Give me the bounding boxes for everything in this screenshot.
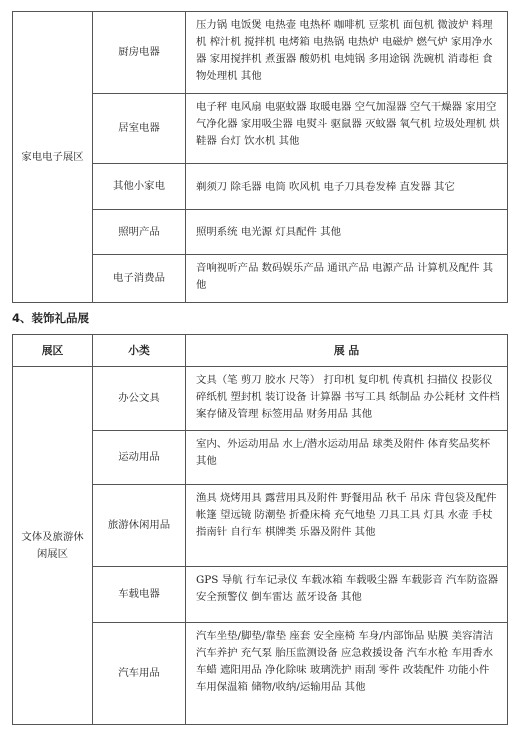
subcategory-cell: 办公文具 (93, 367, 186, 431)
subcategory-cell: 旅游休闲用品 (93, 485, 186, 567)
section-heading: 4、装饰礼品展 (12, 311, 90, 325)
items-cell: 室内、外运动用品 水上/潜水运动用品 球类及附件 体育奖品奖杯 其他 (186, 431, 508, 485)
header-row (13, 335, 508, 367)
table-row (13, 12, 508, 94)
subcategory-cell: 照明产品 (93, 210, 186, 255)
items-cell: 汽车坐垫/脚垫/靠垫 座套 安全座椅 车身/内部饰品 贴膜 美容清洁 汽车养护 充气泵 胎压监测设备 应急救援设备 汽车水枪 车用香水 车蜡 遮阳用品 净化除味 玻璃洗护 雨刮 零件 改装配件 功能小件 车用保温箱 储物/收纳/运输用品 其他 (186, 623, 508, 725)
subcategory-cell: 车载电器 (93, 567, 186, 623)
subcategory-cell: 运动用品 (93, 431, 186, 485)
items-cell: 渔具 烧烤用具 露营用具及附件 野餐用品 秋千 吊床 背包袋及配件 帐篷 望远镜 防潮垫 折叠床椅 充气地垫 刀具工具 灯具 水壶 手杖 指南针 自行车 棋牌类 乐器及附件 其他 (186, 485, 508, 567)
header-sub: 小类 (93, 335, 186, 367)
subcategory-cell: 其他小家电 (93, 164, 186, 210)
items-cell: GPS 导航 行车记录仪 车载冰箱 车载吸尘器 车载影音 汽车防盗器 安全预警仪 倒车雷达 蓝牙设备 其他 (186, 567, 508, 623)
header-area: 展区 (13, 335, 93, 367)
items-cell: 压力锅 电饭煲 电热壶 电热杯 咖啡机 豆浆机 面包机 微波炉 料理机 榨汁机 搅拌机 电烤箱 电热锅 电热炉 电磁炉 燃气炉 家用净水器 家用搅拌机 煮蛋器 酸奶机 电炖锅 多用途锅 洗碗机 消毒柜 食物处理机 其他 (186, 12, 508, 94)
items-cell: 剃须刀 除毛器 电筒 吹风机 电子刀具卷发棒 直发器 其它 (186, 164, 508, 210)
subcategory-cell: 电子消费品 (93, 255, 186, 303)
items-cell: 文具（笔 剪刀 胶水 尺等） 打印机 复印机 传真机 扫描仪 投影仪 碎纸机 塑封机 装订设备 计算器 书写工具 纸制品 办公耗材 文件档案存储及管理 标签用品 财务用品 其他 (186, 367, 508, 431)
items-cell: 电子秤 电风扇 电驱蚊器 取暖电器 空气加湿器 空气干燥器 家用空气净化器 家用吸尘器 电熨斗 驱鼠器 灭蚊器 氧气机 垃圾处理机 烘鞋器 台灯 饮水机 其他 (186, 94, 508, 164)
subcategory-cell: 居室电器 (93, 94, 186, 164)
subcategory-cell: 汽车用品 (93, 623, 186, 725)
header-items: 展 品 (186, 335, 508, 367)
category-cell: 家电电子展区 (13, 12, 93, 303)
table-row (13, 367, 508, 431)
items-cell: 照明系统 电光源 灯具配件 其他 (186, 210, 508, 255)
subcategory-cell: 厨房电器 (93, 12, 186, 94)
appliance-table (12, 11, 508, 303)
gift-table (12, 334, 508, 725)
category-cell: 文体及旅游休闲展区 (13, 367, 93, 725)
items-cell: 音响视听产品 数码娱乐产品 通讯产品 电源产品 计算机及配件 其他 (186, 255, 508, 303)
